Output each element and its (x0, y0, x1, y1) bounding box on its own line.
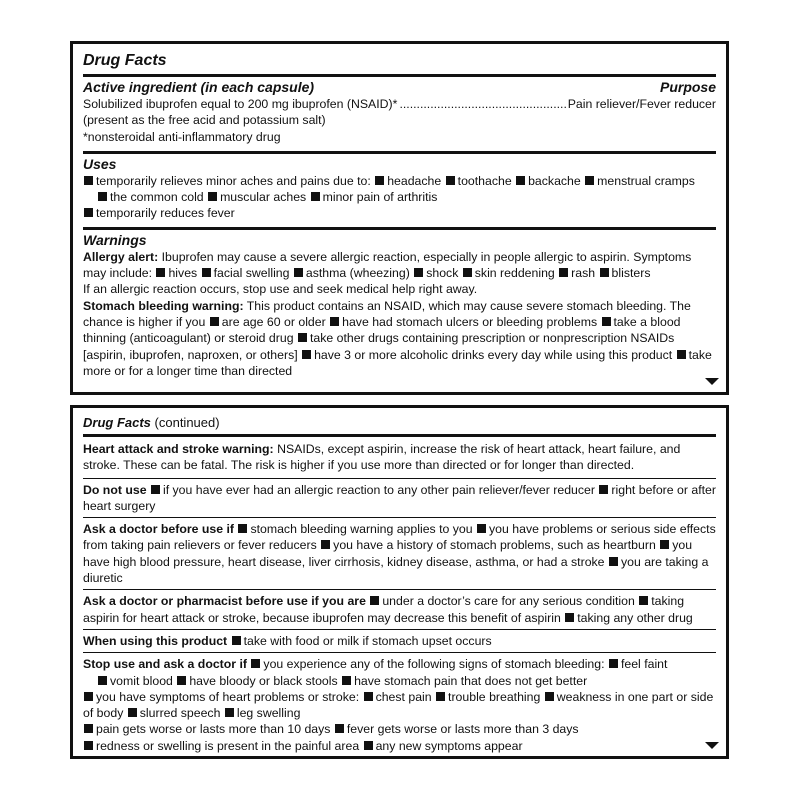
bullet-square (639, 596, 648, 605)
bullet-square (177, 676, 186, 685)
bullet-square (294, 268, 303, 277)
nsaid-footnote: *nonsteroidal anti-inflammatory drug (83, 129, 281, 144)
bullet-square (375, 176, 384, 185)
bullet-square (477, 524, 486, 533)
bullet-square (516, 176, 525, 185)
drug-facts-panel (70, 41, 729, 395)
bullet-square (225, 708, 234, 717)
bullet-square (599, 485, 608, 494)
bullet-square (238, 524, 247, 533)
bullet-square (98, 192, 107, 201)
bullet-square (609, 659, 618, 668)
bullet-square (84, 692, 93, 701)
continued-arrow-icon (705, 742, 719, 749)
allergy-alert: Allergy alert: Ibuprofen may cause a severe allergic reaction, especially in people allergic to aspirin. Symptoms may include: hives facial swelling asthma (wheezing) shock skin reddening rash blisters (83, 249, 692, 281)
uses-list-continued: the common cold muscular aches minor pain of arthritis (83, 189, 716, 205)
bullet-square (585, 176, 594, 185)
bullet-square (84, 208, 93, 217)
allergy-instruction: If an allergic reaction occurs, stop use and seek medical help right away. (83, 282, 478, 297)
bullet-square (446, 176, 455, 185)
stop-use-section: Stop use and ask a doctor if you experience any of the following signs of stomach bleeding: feel faint vomit blood have bloody or black stools have stomach pain that does not get better you have symptoms of heart problems or stroke: chest pain trouble breathing weakness in one part or side of body slurred speech leg swelling pain gets worse or lasts more than 10 days fever gets worse or lasts more than 3 days redness or swelling is present in the painful area any new symptoms appear (83, 657, 714, 753)
bullet-square (545, 692, 554, 701)
bullet-square (330, 317, 339, 326)
bullet-square (202, 268, 211, 277)
bullet-square (364, 741, 373, 750)
warnings-section (83, 230, 716, 379)
bullet-square (298, 333, 307, 342)
do-not-use-section: Do not use if you have ever had an allergic reaction to any other pain reliever/fever reducer right before or after heart surgery (83, 479, 716, 519)
active-ingredient-heading: Active ingredient (in each capsule) (83, 79, 315, 95)
ask-pharmacist-section: Ask a doctor or pharmacist before use if you are under a doctor’s care for any serious condition taking aspirin for heart attack or stroke, because ibuprofen may decrease this benefit of aspirin taking any other drug (83, 590, 716, 630)
bullet-square (210, 317, 219, 326)
drug-facts-continued-panel (70, 405, 729, 759)
bullet-square (208, 192, 217, 201)
bullet-square (609, 557, 618, 566)
bullet-square (559, 268, 568, 277)
bullet-square (335, 724, 344, 733)
bullet-square (414, 268, 423, 277)
continued-arrow-icon (705, 378, 719, 385)
bullet-square (128, 708, 137, 717)
leader-dots (399, 96, 565, 112)
heart-attack-warning: Heart attack and stroke warning: NSAIDs, except aspirin, increase the risk of heart attack, heart failure, and stroke. These can be fatal. The risk is higher if you use more than directed or for longer than directed. (83, 437, 716, 479)
warnings-heading: Warnings (83, 231, 147, 248)
bullet-square (151, 485, 160, 494)
bullet-square (364, 692, 373, 701)
bullet-square (84, 724, 93, 733)
bullet-square (660, 540, 669, 549)
uses-list: temporarily relieves minor aches and pains due to: headache toothache backache menstrual cramps (83, 173, 716, 189)
panel-title: Drug Facts (83, 44, 716, 77)
ingredient-text: Solubilized ibuprofen equal to 200 mg ibuprofen (NSAID)* (83, 97, 398, 111)
uses-section (83, 154, 716, 230)
ingredient-note: (present as the free acid and potassium salt) (83, 113, 326, 128)
bullet-square (342, 676, 351, 685)
bullet-square (156, 268, 165, 277)
bullet-square (600, 268, 609, 277)
panel-title: Drug Facts (continued) (83, 408, 716, 437)
bullet-square (370, 596, 379, 605)
bullet-square (321, 540, 330, 549)
ask-doctor-section: Ask a doctor before use if stomach bleeding warning applies to you you have problems or serious side effects from taking pain relievers or fever reducers you have a history of stomach problems, such as heartburn you have high blood pressure, heart disease, liver cirrhosis, kidney disease, asthma, or had a stroke you are taking a diuretic (83, 518, 716, 590)
bullet-square (602, 317, 611, 326)
bullet-square (98, 676, 107, 685)
bullet-square (463, 268, 472, 277)
purpose-text: Pain reliever/Fever reducer (567, 97, 716, 111)
bullet-square (232, 636, 241, 645)
bullet-square (565, 613, 574, 622)
bullet-square (251, 659, 260, 668)
when-using-section: When using this product take with food or milk if stomach upset occurs (83, 630, 716, 653)
stomach-bleeding-warning: Stomach bleeding warning: This product contains an NSAID, which may cause severe stomach bleeding. The chance is higher if you are age 60 or older have had stomach ulcers or bleeding problems take a blood thinning (anticoagulant) or steroid drug take other drugs containing prescription or nonprescription NSAIDs [aspirin, ibuprofen, naproxen, or others] have 3 or more alcoholic drinks every day while using this product take more or for a longer time than directed (83, 298, 712, 378)
purpose-heading: Purpose (659, 79, 716, 95)
bullet-square (302, 350, 311, 359)
bullet-square (84, 741, 93, 750)
uses-fever: temporarily reduces fever (83, 205, 716, 221)
bullet-square (311, 192, 320, 201)
bullet-square (677, 350, 686, 359)
uses-heading: Uses (83, 155, 117, 172)
active-ingredient-section (83, 77, 716, 154)
bullet-square (84, 176, 93, 185)
bullet-square (436, 692, 445, 701)
